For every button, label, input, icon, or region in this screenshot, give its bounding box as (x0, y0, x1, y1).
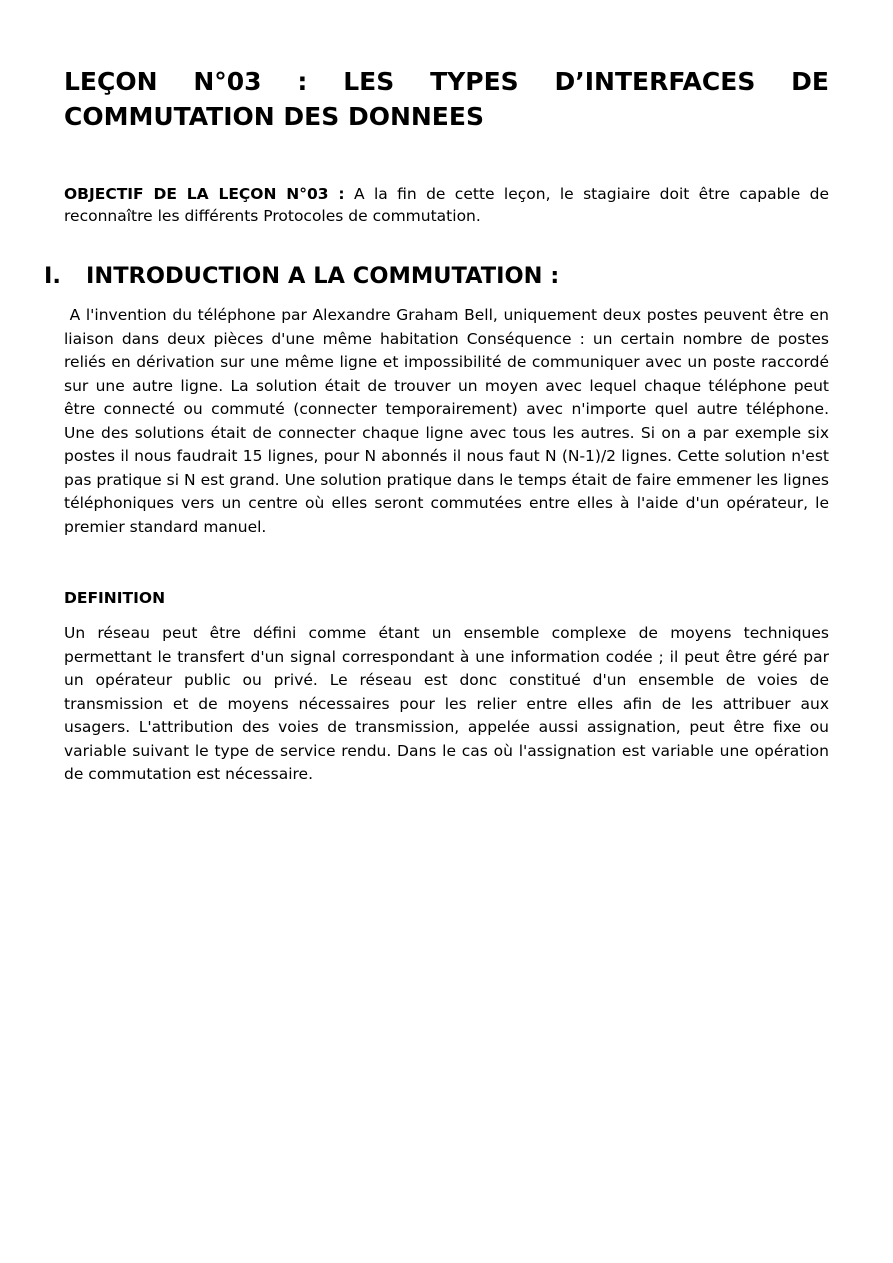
definition-heading: DEFINITION (64, 589, 166, 607)
definition-paragraph: Un réseau peut être défini comme étant un ensemble complexe de moyens techniques permettant le transfert d'un signal correspondant à une information codée ; il peut être géré par un opérateur public ou privé. Le réseau est donc constitué d'un ensemble de voies de transmission et de moyens nécessaires pour les relier entre elles afin de les attribuer aux usagers. L'attribution des voies de transmission, appelée aussi assignation, peut être fixe ou variable suivant le type de service rendu. Dans le cas où l'assignation est variable une opération de commutation est nécessaire. (64, 624, 829, 783)
section-heading-introduction (44, 261, 829, 291)
section-number: I. (44, 263, 61, 289)
lesson-title: LEÇON N°03 : LES TYPES D’INTERFACES DE COMMUTATION DES DONNEES (64, 67, 829, 131)
lesson-objective (64, 183, 829, 227)
section-heading-text: INTRODUCTION A LA COMMUTATION : (86, 263, 560, 289)
introduction-paragraph: A l'invention du téléphone par Alexandre Graham Bell, uniquement deux postes peuvent être en liaison dans deux pièces d'une même habitation Conséquence : un certain nombre de postes reliés en dérivation sur une même ligne et impossibilité de communiquer avec un poste raccordé sur une autre ligne. La solution était de trouver un moyen avec lequel chaque téléphone peut être connecté ou commuté (connecter temporairement) avec n'importe quel autre téléphone. Une des solutions était de connecter chaque ligne avec tous les autres. Si on a par exemple six postes il nous faudrait 15 lignes, pour N abonnés il nous faut N (N-1)/2 lignes. Cette solution n'est pas pratique si N est grand. Une solution pratique dans le temps était de faire emmener les lignes téléphoniques vers un centre où elles seront commutées entre elles à l'aide d'un opérateur, le premier standard manuel. (64, 306, 834, 536)
objective-text: A la fin de cette leçon, le stagiaire doit être capable de reconnaître les différents Protocoles de commutation. (64, 185, 830, 225)
objective-label: OBJECTIF DE LA LEÇON N°03 : (64, 185, 345, 203)
